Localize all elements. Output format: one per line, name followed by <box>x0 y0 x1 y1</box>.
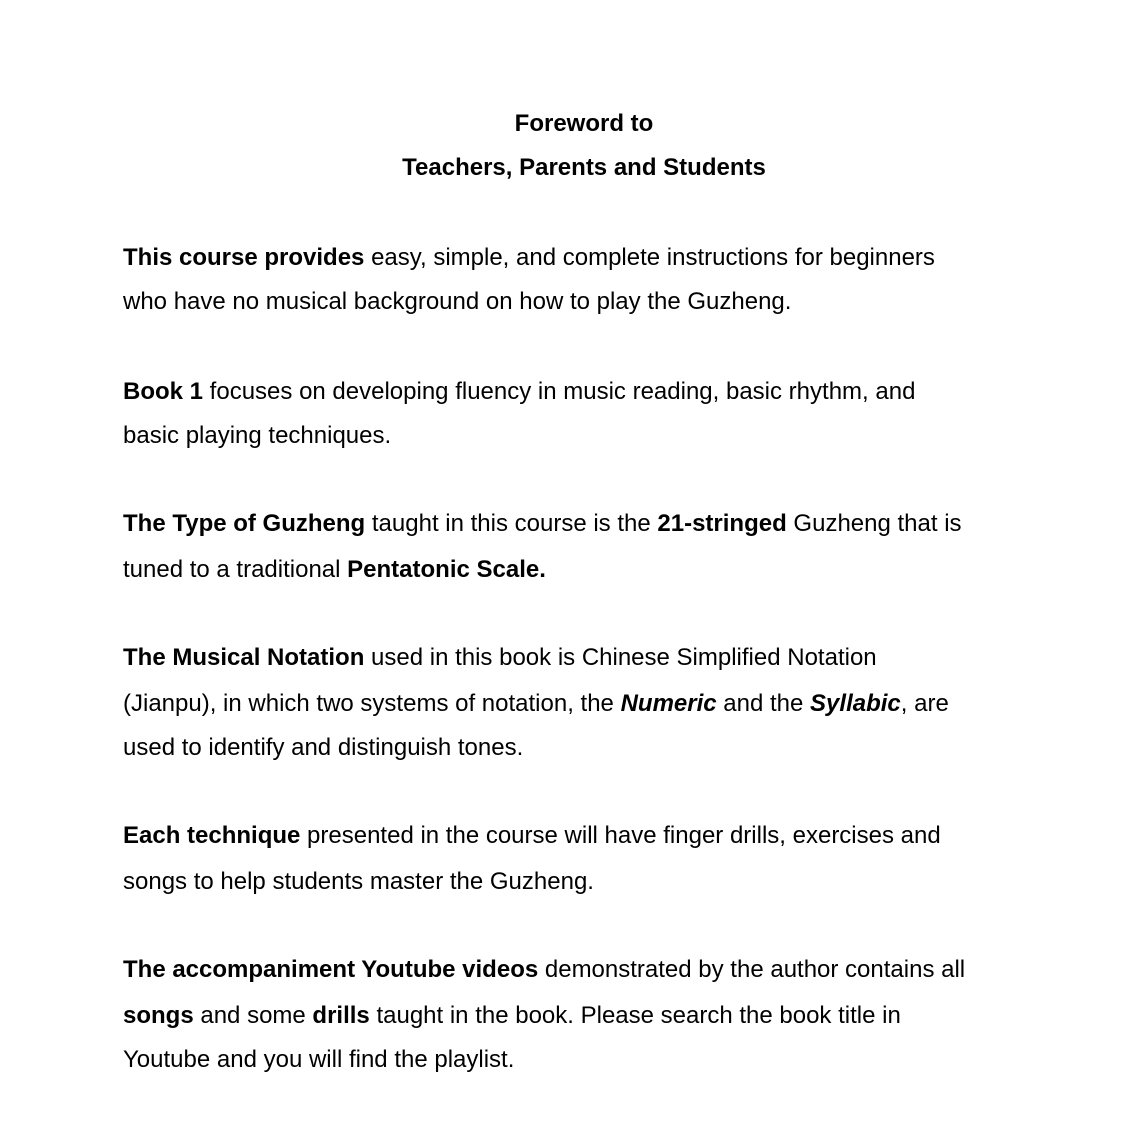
paragraph-line <box>123 643 877 673</box>
text: demonstrated by the author contains all <box>538 956 966 983</box>
title-line-2: Teachers, Parents and Students <box>402 154 766 181</box>
paragraph-line <box>123 689 949 719</box>
title-line-1: Foreword to <box>514 110 654 137</box>
bold-text: songs <box>123 1002 194 1029</box>
text: , are <box>900 690 949 717</box>
text: taught in the book. Please search the book title in <box>369 1002 901 1029</box>
bold-text: The Musical Notation <box>123 644 365 671</box>
bold-text: Book 1 <box>123 378 204 405</box>
paragraph-line <box>123 1045 514 1075</box>
text: and some <box>193 1002 313 1029</box>
paragraph-line <box>123 421 391 451</box>
text: easy, simple, and complete instructions for beginners <box>364 244 935 271</box>
paragraph-line <box>123 287 791 317</box>
text: who have no musical background on how to play the Guzheng. <box>123 288 792 315</box>
paragraph-line <box>123 509 962 539</box>
bold-italic-text: Syllabic <box>810 690 901 717</box>
text: presented in the course will have finger drills, exercises and <box>300 822 941 849</box>
bold-text: The Type of Guzheng <box>123 510 366 537</box>
bold-text: The accompaniment Youtube videos <box>123 956 539 983</box>
text: (Jianpu), in which two systems of notation, the <box>123 690 621 717</box>
bold-text: Pentatonic Scale. <box>347 556 546 583</box>
paragraph-line <box>123 377 915 407</box>
paragraph-line <box>123 821 941 851</box>
bold-text: 21-stringed <box>657 510 787 537</box>
bold-text: This course provides <box>123 244 365 271</box>
text: Youtube and you will find the playlist. <box>123 1046 515 1073</box>
text: taught in this course is the <box>365 510 658 537</box>
bold-text: Each technique <box>123 822 301 849</box>
text: used in this book is Chinese Simplified Notation <box>364 644 877 671</box>
paragraph-line <box>123 733 523 763</box>
bold-text: drills <box>312 1002 370 1029</box>
text: basic playing techniques. <box>123 422 392 449</box>
paragraph-line <box>123 955 965 985</box>
text: songs to help students master the Guzheng. <box>123 868 594 895</box>
paragraph-line <box>123 1001 901 1031</box>
text: focuses on developing fluency in music reading, basic rhythm, and <box>203 378 916 405</box>
paragraph-line <box>123 555 546 585</box>
paragraph-line <box>123 867 594 897</box>
paragraph-line <box>123 243 935 273</box>
text: Guzheng that is <box>786 510 962 537</box>
bold-italic-text: Numeric <box>620 690 717 717</box>
text: tuned to a traditional <box>123 556 348 583</box>
text: and the <box>716 690 811 717</box>
text: used to identify and distinguish tones. <box>123 734 524 761</box>
